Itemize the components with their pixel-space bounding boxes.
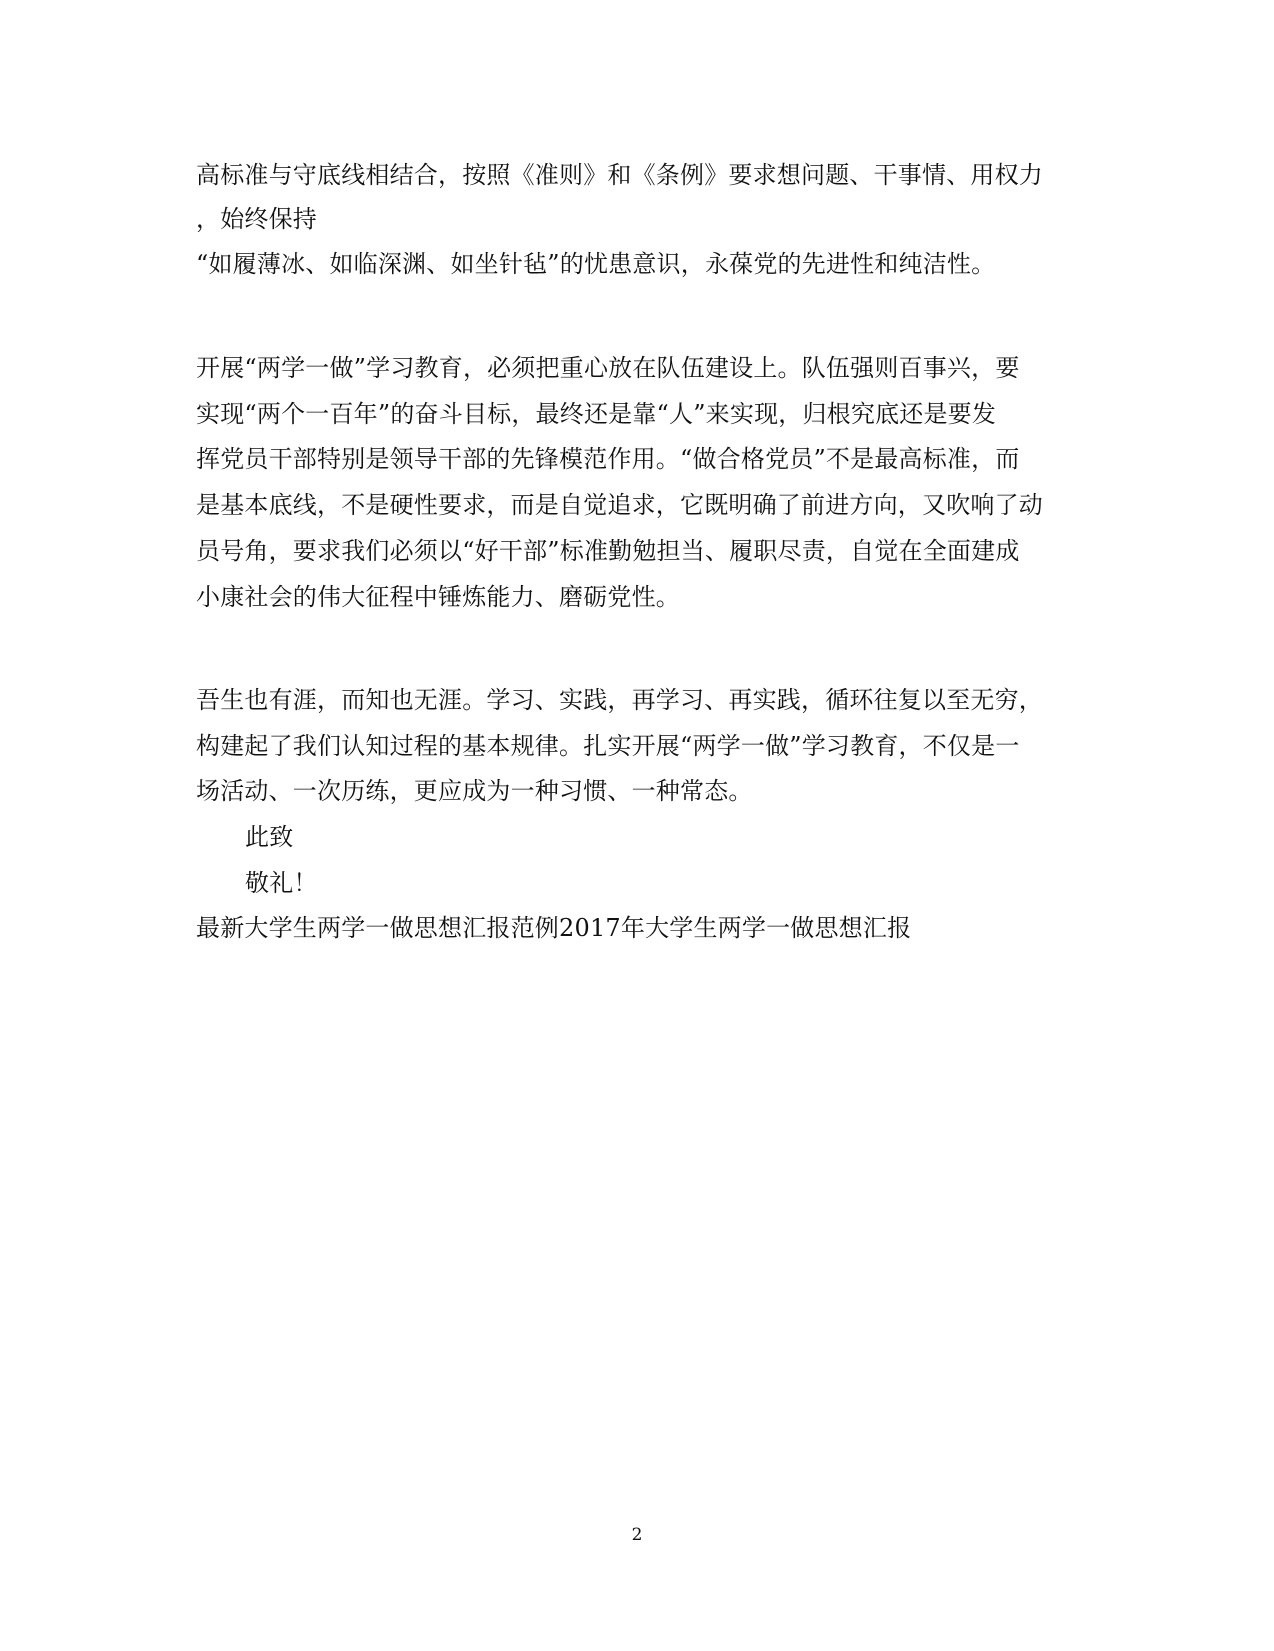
text-line: 高标准与守底线相结合，按照《准则》和《条例》要求想问题、干事情、用权力: [196, 161, 1043, 189]
closing-salutation: 此致: [245, 823, 294, 851]
closing-regards: 敬礼！: [245, 869, 318, 897]
text-line: 员号角，要求我们必须以“好干部”标准勤勉担当、履职尽责，自觉在全面建成: [196, 537, 1020, 565]
text-line: 场活动、一次历练，更应成为一种习惯、一种常态。: [196, 777, 753, 805]
text-line: 开展“两学一做”学习教育，必须把重心放在队伍建设上。队伍强则百事兴，要: [196, 354, 1020, 382]
text-line: 构建起了我们认知过程的基本规律。扎实开展“两学一做”学习教育，不仅是一: [196, 732, 1020, 760]
text-line: ，始终保持: [196, 205, 317, 233]
text-line: 实现“两个一百年”的奋斗目标，最终还是靠“人”来实现，归根究底还是要发: [196, 400, 997, 428]
text-line: 小康社会的伟大征程中锤炼能力、磨砺党性。: [196, 583, 680, 611]
text-line: 挥党员干部特别是领导干部的先锋模范作用。“做合格党员”不是最高标准，而: [196, 445, 1020, 473]
text-line: “如履薄冰、如临深渊、如坐针毡”的忧患意识，永葆党的先进性和纯洁性。: [196, 250, 996, 278]
page-number: 2: [631, 1525, 643, 1545]
text-line: 是基本底线，不是硬性要求，而是自觉追求，它既明确了前进方向，又吹响了动: [196, 491, 1043, 519]
text-line: 吾生也有涯，而知也无涯。学习、实践，再学习、再实践，循环往复以至无穷，: [196, 686, 1043, 714]
document-title-footer: 最新大学生两学一做思想汇报范例2017年大学生两学一做思想汇报: [196, 914, 912, 942]
